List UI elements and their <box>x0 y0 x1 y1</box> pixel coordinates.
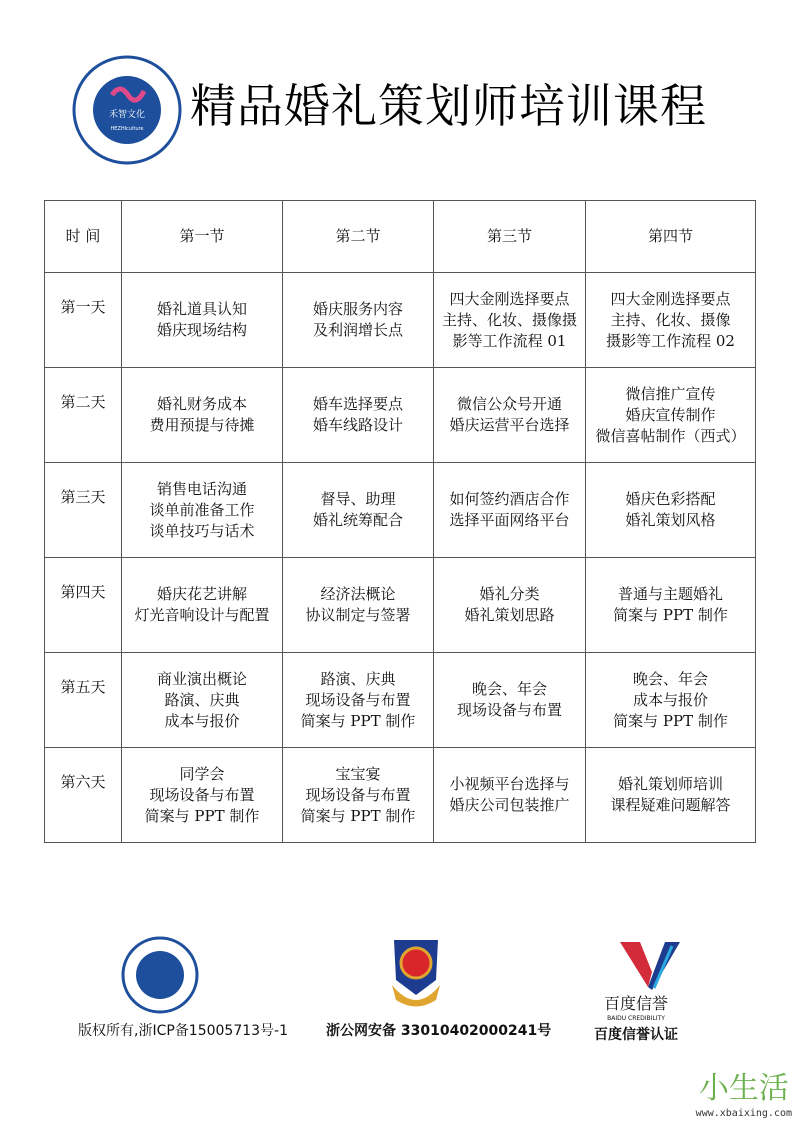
cell-line: 简案与 PPT 制作 <box>613 606 728 624</box>
cell-line: 婚庆花艺讲解 <box>156 585 247 603</box>
table-row <box>45 463 756 558</box>
column-header: 第四节 <box>586 201 756 273</box>
cell-line: 现场设备与布置 <box>456 701 562 719</box>
watermark-url: www.xbaixing.com <box>695 1108 792 1119</box>
table-row <box>45 368 756 463</box>
cell-line: 现场设备与布置 <box>149 785 255 804</box>
cell-line: 影等工作流程 01 <box>452 331 567 350</box>
cell-line: 婚庆色彩搭配 <box>625 490 716 508</box>
cell-line: 婚礼分类 <box>479 585 540 603</box>
cell-line: 微信公众号开通 <box>456 395 562 413</box>
cell-line: 晚会、年会 <box>471 680 547 698</box>
cell-line: 婚礼策划师培训 <box>617 775 723 793</box>
baidu-logo-cn: 百度信誉 <box>603 994 668 1013</box>
cell-line: 摄影等工作流程 02 <box>606 331 735 350</box>
cell-line: 微信推广宣传 <box>625 384 716 403</box>
cell-line: 路演、庆典 <box>164 690 240 709</box>
column-header: 第一节 <box>122 201 283 273</box>
cell-line: 微信喜帖制作（西式） <box>595 426 746 445</box>
police-record-text: 浙公网安备 33010402000241号 <box>326 1023 552 1039</box>
cell-line: 协议制定与签署 <box>305 606 411 624</box>
column-header: 第二节 <box>283 201 434 273</box>
cell-line: 现场设备与布置 <box>305 690 411 709</box>
table-cell <box>434 558 586 653</box>
cell-line: 简案与 PPT 制作 <box>300 711 416 730</box>
cell-line: 婚庆现场结构 <box>156 321 247 339</box>
cell-line: 简案与 PPT 制作 <box>300 806 416 825</box>
table-cell <box>122 653 283 748</box>
table-cell <box>122 463 283 558</box>
cell-line: 婚庆宣传制作 <box>625 405 716 424</box>
table-cell <box>434 463 586 558</box>
cell-line: 婚庆公司包装推广 <box>449 796 570 814</box>
cell-line: 谈单前准备工作 <box>149 500 255 519</box>
day-label: 第五天 <box>45 653 122 748</box>
cell-line: 婚庆运营平台选择 <box>449 416 570 434</box>
cell-line: 婚礼财务成本 <box>156 395 247 413</box>
table-cell <box>434 748 586 843</box>
cell-line: 婚车线路设计 <box>312 416 403 434</box>
cell-line: 费用预提与待摊 <box>149 416 255 434</box>
cell-line: 成本与报价 <box>164 711 240 730</box>
cell-line: 婚车选择要点 <box>312 395 403 413</box>
table-cell <box>434 368 586 463</box>
cell-line: 销售电话沟通 <box>156 479 247 498</box>
table-cell <box>586 368 756 463</box>
cell-line: 晚会、年会 <box>632 669 708 688</box>
cell-line: 督导、助理 <box>320 490 396 508</box>
column-header: 时 间 <box>45 201 122 273</box>
cell-line: 同学会 <box>179 764 225 783</box>
table-cell <box>122 558 283 653</box>
table-cell <box>434 273 586 368</box>
table-cell <box>586 558 756 653</box>
day-label: 第三天 <box>45 463 122 558</box>
watermark <box>696 1071 792 1120</box>
svg-text:HEZHIculture: HEZHIculture <box>110 126 144 132</box>
baidu-logo-en: BAIDU CREDIBILITY <box>607 1015 665 1022</box>
cell-line: 如何签约酒店合作 <box>449 490 570 508</box>
table-cell <box>283 748 434 843</box>
cell-line: 商业演出概论 <box>156 669 247 688</box>
table-header-row <box>45 201 756 273</box>
table-cell <box>283 558 434 653</box>
cell-line: 谈单技巧与话术 <box>149 521 255 540</box>
cell-line: 宝宝宴 <box>335 764 381 783</box>
cell-line: 婚礼道具认知 <box>156 300 247 318</box>
schedule-table <box>44 200 756 843</box>
cell-line: 路演、庆典 <box>320 669 396 688</box>
cell-line: 普通与主题婚礼 <box>617 585 723 603</box>
cell-line: 现场设备与布置 <box>305 785 411 804</box>
cell-line: 婚庆服务内容 <box>312 300 403 318</box>
day-label: 第一天 <box>45 273 122 368</box>
cell-line: 婚礼策划风格 <box>625 511 716 529</box>
table-cell <box>283 368 434 463</box>
cell-line: 灯光音响设计与配置 <box>134 606 270 624</box>
cell-line: 经济法概论 <box>320 585 396 603</box>
table-cell <box>122 273 283 368</box>
cell-line: 及利润增长点 <box>312 321 403 339</box>
table-cell <box>434 653 586 748</box>
cell-line: 小视频平台选择与 <box>449 775 570 793</box>
cell-line: 婚礼统筹配合 <box>312 511 403 529</box>
table-cell <box>586 653 756 748</box>
table-cell <box>283 653 434 748</box>
table-cell <box>122 748 283 843</box>
watermark-text: 小生活 <box>698 1071 789 1106</box>
baidu-credibility-logo <box>620 942 680 992</box>
baidu-credibility-text: 百度信誉认证 <box>594 1027 678 1043</box>
page-title: 精品婚礼策划师培训课程 <box>190 79 707 133</box>
day-label: 第六天 <box>45 748 122 843</box>
day-label: 第四天 <box>45 558 122 653</box>
cell-line: 选择平面网络平台 <box>449 511 570 529</box>
table-row <box>45 273 756 368</box>
table-cell <box>586 748 756 843</box>
copyright-text: 版权所有,浙ICP备15005713号-1 <box>78 1023 289 1039</box>
cell-line: 简案与 PPT 制作 <box>144 806 260 825</box>
column-header: 第三节 <box>434 201 586 273</box>
cell-line: 婚礼策划思路 <box>464 606 555 624</box>
table-cell <box>283 273 434 368</box>
day-label: 第二天 <box>45 368 122 463</box>
hezhi-footer-logo <box>120 935 200 1020</box>
cell-line: 主持、化妆、摄像 <box>610 310 731 329</box>
cell-line: 四大金刚选择要点 <box>449 289 570 308</box>
svg-text:禾智文化: 禾智文化 <box>108 110 146 120</box>
table-cell <box>586 273 756 368</box>
cell-line: 课程疑难问题解答 <box>610 796 731 814</box>
baidu-credibility-block <box>580 994 692 1044</box>
table-cell <box>122 368 283 463</box>
cell-line: 成本与报价 <box>632 690 708 709</box>
table-row <box>45 558 756 653</box>
police-emblem-icon <box>388 935 444 1010</box>
cell-line: 四大金刚选择要点 <box>610 289 731 308</box>
table-row <box>45 748 756 843</box>
table-cell <box>586 463 756 558</box>
cell-line: 简案与 PPT 制作 <box>613 711 728 730</box>
hezhi-logo <box>72 55 182 165</box>
table-row <box>45 653 756 748</box>
cell-line: 主持、化妆、摄像摄 <box>441 310 577 329</box>
table-cell <box>283 463 434 558</box>
